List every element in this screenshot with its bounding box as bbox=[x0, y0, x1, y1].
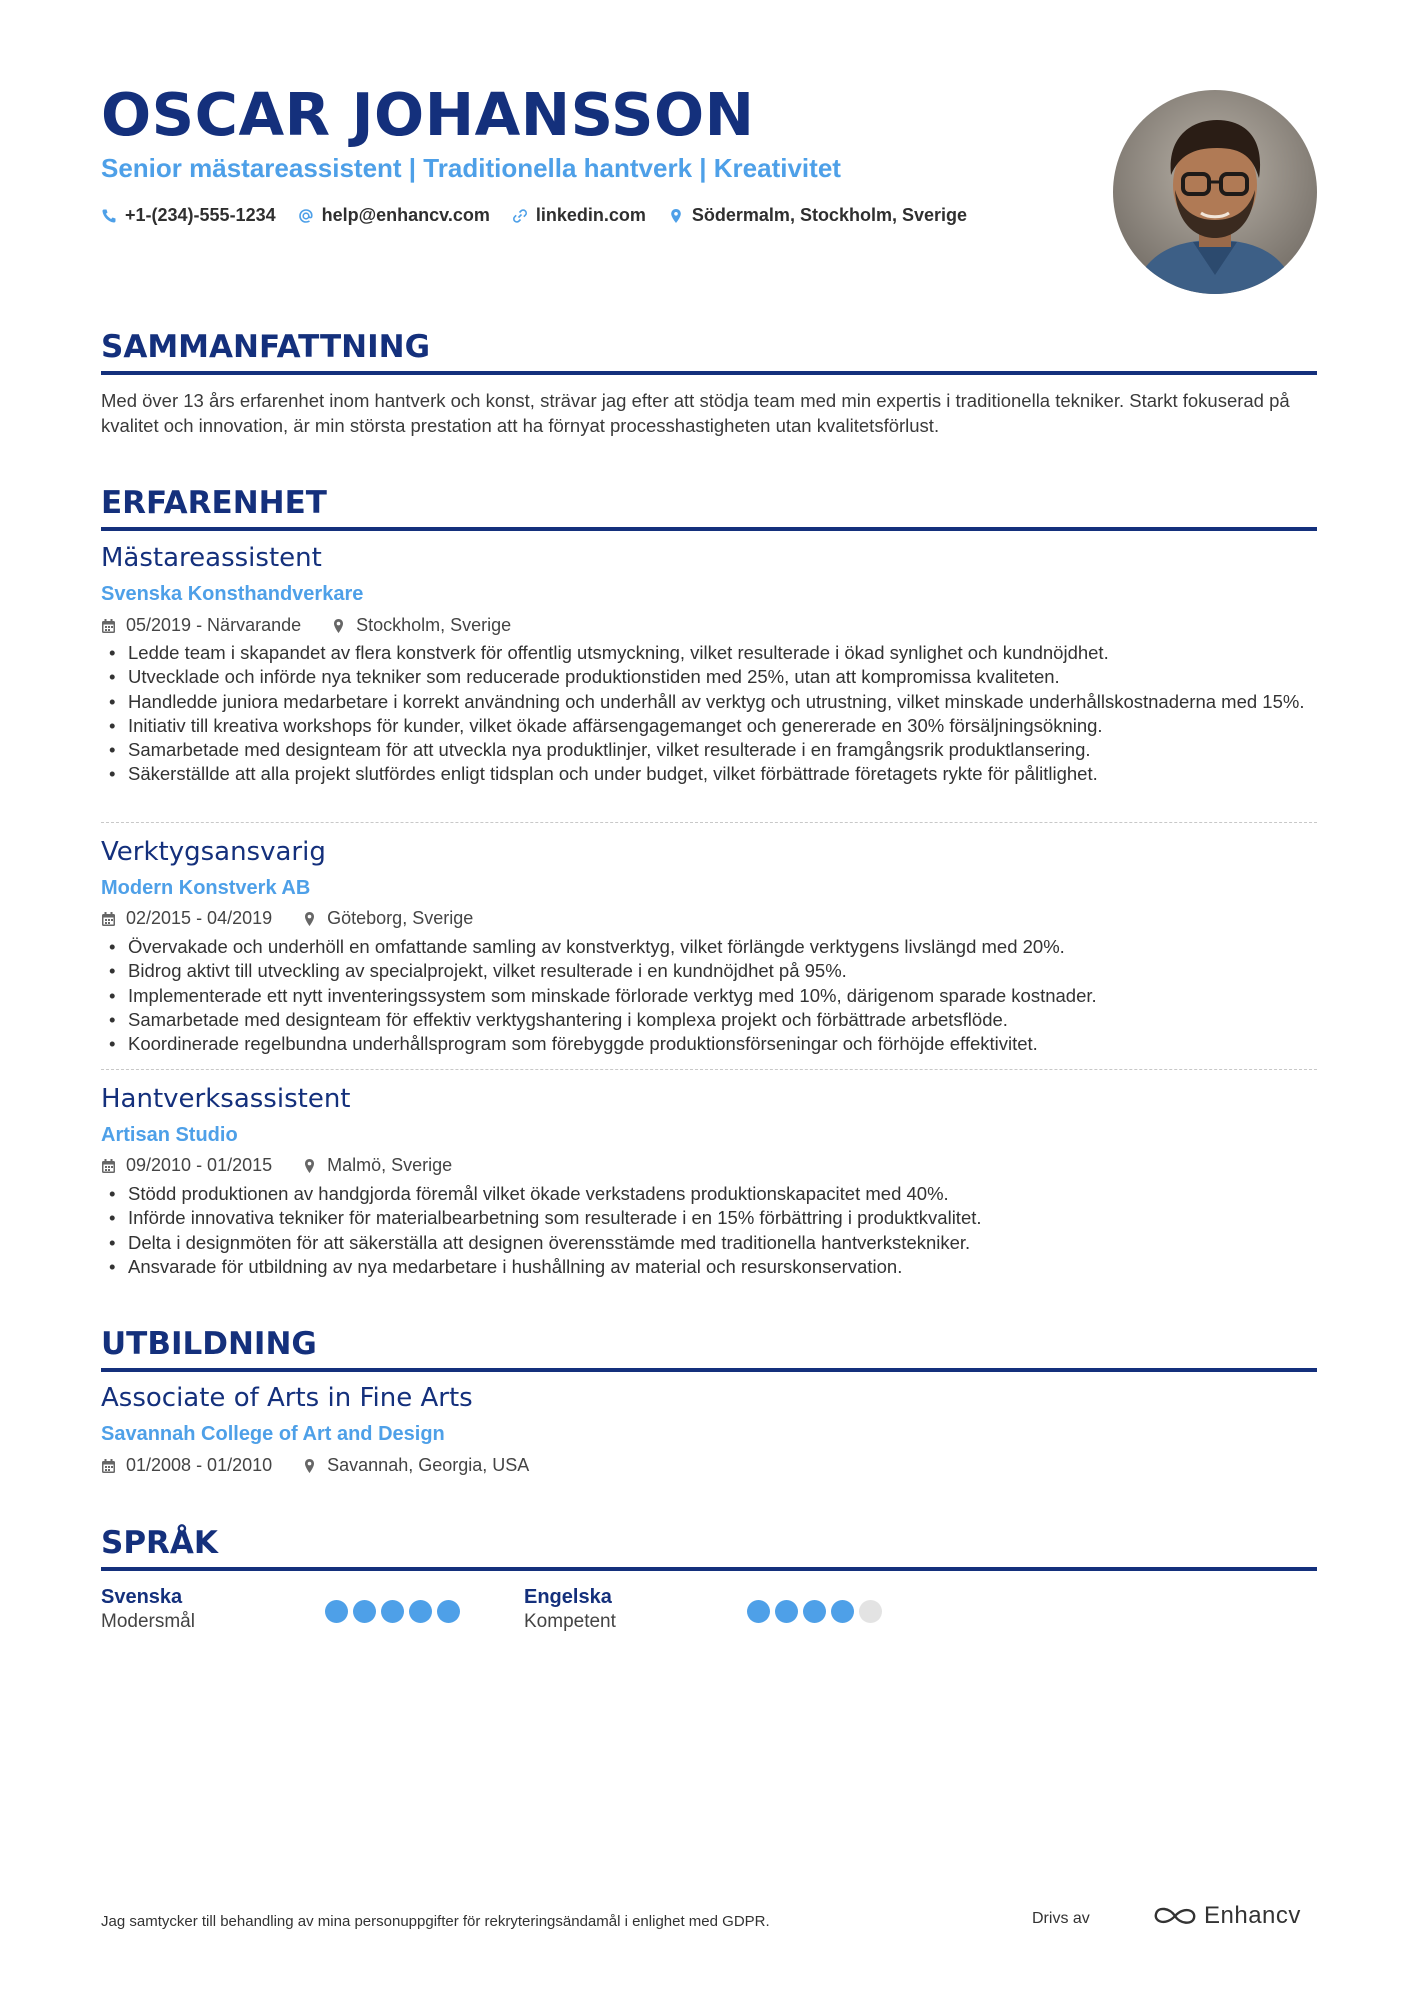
language-level: Kompetent bbox=[524, 1611, 616, 1632]
languages-heading: SPRÅK bbox=[101, 1525, 218, 1561]
email-text: help@enhancv.com bbox=[321, 205, 490, 225]
list-item: • Införde innovativa tekniker för materialbearbetning som resulterade i en 15% förbättring i produktkvalitet. bbox=[101, 1206, 1317, 1230]
calendar-icon bbox=[101, 1458, 116, 1474]
job-location: Stockholm, Sverige bbox=[356, 615, 512, 635]
education-dates: 01/2008 - 01/2010 bbox=[126, 1455, 273, 1475]
list-item: • Samarbetade med designteam för att utveckla nya produktlinjer, vilket resulterade i en framgångsrik produktlansering. bbox=[101, 738, 1317, 762]
enhancv-logo[interactable] bbox=[1152, 1902, 1301, 1930]
language-rating bbox=[325, 1600, 460, 1623]
list-item: • Samarbetade med designteam för effektiv verktygshantering i komplexa projekt och förbättrade arbetsflöde. bbox=[101, 1008, 1317, 1032]
linkedin-text: linkedin.com bbox=[535, 205, 646, 225]
education-heading: UTBILDNING bbox=[101, 1326, 317, 1362]
powered-by-label: Drivs av bbox=[1032, 1910, 1090, 1927]
job-dates: 09/2010 - 01/2015 bbox=[126, 1155, 273, 1175]
candidate-name: OSCAR JOHANSSON bbox=[101, 80, 755, 149]
rating-dot-filled bbox=[437, 1600, 460, 1623]
list-item: • Implementerade ett nytt inventeringssystem som minskade förlorade verktyg med 10%, därigenom sparade kostnader. bbox=[101, 984, 1317, 1008]
map-pin-icon bbox=[668, 208, 684, 224]
language-rating bbox=[747, 1600, 882, 1623]
job-separator bbox=[101, 822, 1317, 823]
map-pin-icon bbox=[331, 618, 346, 634]
rating-dot-filled bbox=[747, 1600, 770, 1623]
list-item: • Ledde team i skapandet av flera konstverk för offentlig utsmyckning, vilket resulterade i ökad synlighet och kundnöjdhet. bbox=[101, 641, 1317, 665]
job-company: Artisan Studio bbox=[101, 1124, 238, 1146]
languages-divider bbox=[101, 1567, 1317, 1571]
job-bullets bbox=[101, 641, 1317, 787]
experience-divider bbox=[101, 527, 1317, 531]
contact-bar bbox=[101, 205, 967, 226]
list-item: • Utvecklade och införde nya tekniker som reducerade produktionstiden med 25%, utan att kompromissa kvaliteten. bbox=[101, 665, 1317, 689]
map-pin-icon bbox=[302, 911, 317, 927]
language-level: Modersmål bbox=[101, 1611, 195, 1632]
map-pin-icon bbox=[302, 1158, 317, 1174]
rating-dot-filled bbox=[831, 1600, 854, 1623]
job-bullets bbox=[101, 935, 1317, 1056]
job-dates: 05/2019 - Närvarande bbox=[126, 615, 302, 635]
list-item: • Koordinerade regelbundna underhållsprogram som förebyggde produktionsförseningar och förhöjde effektivitet. bbox=[101, 1032, 1317, 1056]
rating-dot-filled bbox=[803, 1600, 826, 1623]
list-item: • Övervakade och underhöll en omfattande samling av konstverktyg, vilket förlängde verktygens livslängd med 20%. bbox=[101, 935, 1317, 959]
contact-location bbox=[668, 205, 967, 226]
list-item: • Säkerställde att alla projekt slutfördes enligt tidsplan och under budget, vilket förbättrade företagets rykte för pålitlighet. bbox=[101, 762, 1317, 786]
job-title: Hantverksassistent bbox=[101, 1084, 351, 1114]
rating-dot-filled bbox=[353, 1600, 376, 1623]
job-meta bbox=[101, 908, 473, 929]
map-pin-icon bbox=[302, 1458, 317, 1474]
job-meta bbox=[101, 615, 511, 636]
list-item: • Delta i designmöten för att säkerställa att designen överensstämde med traditionella hantverkstekniker. bbox=[101, 1231, 1317, 1255]
job-meta bbox=[101, 1155, 452, 1176]
rating-dot-filled bbox=[325, 1600, 348, 1623]
summary-divider bbox=[101, 371, 1317, 375]
contact-linkedin[interactable] bbox=[512, 205, 646, 226]
degree-title: Associate of Arts in Fine Arts bbox=[101, 1383, 473, 1413]
education-divider bbox=[101, 1368, 1317, 1372]
list-item: • Stödd produktionen av handgjorda föremål vilket ökade verkstadens produktionskapacitet med 40%. bbox=[101, 1182, 1317, 1206]
job-title: Mästareassistent bbox=[101, 543, 322, 573]
list-item: • Handledde juniora medarbetare i korrekt användning och underhåll av verktyg och utrustning, vilket minskade underhållskostnaderna med 15%. bbox=[101, 690, 1317, 714]
list-item: • Ansvarade för utbildning av nya medarbetare i hushållning av material och resurskonservation. bbox=[101, 1255, 1317, 1279]
infinity-logo-icon bbox=[1152, 1904, 1198, 1928]
job-location: Göteborg, Sverige bbox=[327, 908, 474, 928]
education-meta bbox=[101, 1455, 529, 1476]
language-name: Svenska bbox=[101, 1586, 183, 1608]
calendar-icon bbox=[101, 618, 116, 634]
rating-dot-filled bbox=[381, 1600, 404, 1623]
location-text: Södermalm, Stockholm, Sverige bbox=[691, 205, 967, 225]
job-separator bbox=[101, 1069, 1317, 1070]
at-icon bbox=[298, 208, 314, 224]
job-company: Modern Konstverk AB bbox=[101, 877, 311, 899]
profile-photo bbox=[1113, 90, 1317, 294]
summary-heading: SAMMANFATTNING bbox=[101, 329, 431, 365]
phone-icon bbox=[101, 208, 117, 224]
contact-phone[interactable] bbox=[101, 205, 276, 226]
list-item: • Initiativ till kreativa workshops för kunder, vilket ökade affärsengagemanget och genererade en 30% försäljningsökning. bbox=[101, 714, 1317, 738]
school-name: Savannah College of Art and Design bbox=[101, 1423, 445, 1445]
job-location: Malmö, Sverige bbox=[327, 1155, 453, 1175]
experience-heading: ERFARENHET bbox=[101, 485, 327, 521]
phone-text: +1-(234)-555-1234 bbox=[125, 205, 276, 225]
link-icon bbox=[512, 208, 528, 224]
rating-dot-filled bbox=[409, 1600, 432, 1623]
calendar-icon bbox=[101, 1158, 116, 1174]
summary-text: Med över 13 års erfarenhet inom hantverk och konst, strävar jag efter att stödja team med min expertis i traditionella tekniker. Starkt fokuserad på kvalitet och innovation, är min största prestation att ha förnyat processhastigheten utan kvalitetsförlust. bbox=[101, 390, 1290, 436]
job-company: Svenska Konsthandverkare bbox=[101, 583, 364, 605]
job-title: Verktygsansvarig bbox=[101, 837, 326, 867]
brand-name: Enhancv bbox=[1204, 1902, 1301, 1929]
job-bullets bbox=[101, 1182, 1317, 1279]
calendar-icon bbox=[101, 911, 116, 927]
rating-dot-filled bbox=[775, 1600, 798, 1623]
contact-email[interactable] bbox=[298, 205, 490, 226]
job-dates: 02/2015 - 04/2019 bbox=[126, 908, 273, 928]
education-location: Savannah, Georgia, USA bbox=[327, 1455, 530, 1475]
rating-dot-empty bbox=[859, 1600, 882, 1623]
candidate-headline: Senior mästareassistent | Traditionella hantverk | Kreativitet bbox=[101, 153, 841, 183]
list-item: • Bidrog aktivt till utveckling av specialprojekt, vilket resulterade i en kundnöjdhet på 95%. bbox=[101, 959, 1317, 983]
gdpr-consent: Jag samtycker till behandling av mina personuppgifter för rekryteringsändamål i enlighet med GDPR. bbox=[101, 1913, 770, 1930]
language-name: Engelska bbox=[524, 1586, 612, 1608]
